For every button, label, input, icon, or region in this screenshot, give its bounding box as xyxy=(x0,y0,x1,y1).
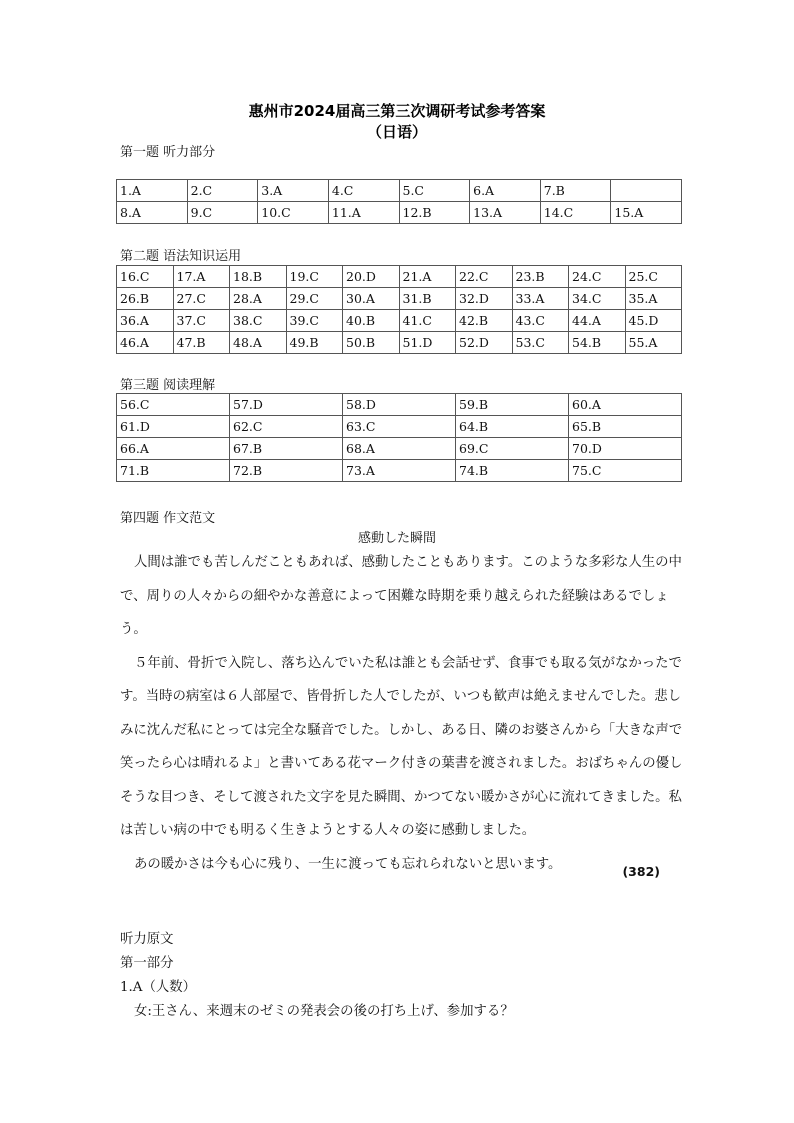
answer-cell: 23.B xyxy=(512,266,569,288)
answer-cell: 4.C xyxy=(328,180,399,202)
essay-paragraph: あの暖かさは今も心に残り、一生に渡っても忘れられないと思います。 xyxy=(134,856,562,872)
answer-cell: 45.D xyxy=(625,310,682,332)
answer-cell: 37.C xyxy=(173,310,230,332)
document-subtitle: （日语） xyxy=(366,123,427,141)
answer-cell: 15.A xyxy=(611,202,682,224)
section2-label: 第二题 语法知识运用 xyxy=(120,249,242,264)
answer-cell: 14.C xyxy=(540,202,611,224)
word-count: (382) xyxy=(622,864,660,879)
answer-cell: 39.C xyxy=(286,310,343,332)
answer-cell: 17.A xyxy=(173,266,230,288)
answer-cell: 33.A xyxy=(512,288,569,310)
answer-cell: 62.C xyxy=(230,416,343,438)
answer-cell: 9.C xyxy=(187,202,258,224)
table-row xyxy=(117,332,682,354)
table-row xyxy=(117,416,682,438)
answer-cell: 41.C xyxy=(399,310,456,332)
section1-answer-table xyxy=(116,179,682,224)
answer-cell: 44.A xyxy=(569,310,626,332)
dialogue-line: 女:王さん、来週末のゼミの発表会の後の打ち上げ、参加する？ xyxy=(134,1004,514,1019)
essay-title: 感動した瞬間 xyxy=(357,531,436,546)
answer-cell: 28.A xyxy=(230,288,287,310)
answer-cell: 27.C xyxy=(173,288,230,310)
answer-cell: 43.C xyxy=(512,310,569,332)
answer-cell: 12.B xyxy=(399,202,470,224)
table-row xyxy=(117,394,682,416)
essay-paragraph: ５年前、骨折で入院し、落ち込んでいた私は誰とも会話せず、食事でも取る気がなかったです。当時の病室は６人部屋で、皆骨折した人でしたが、いつも歓声は絶えませんでした。悲しみに沈んだ私にとっては完全な騒音でした。しかし、ある日、隣のお婆さんから「大きな声で笑ったら心は晴れるよ」と書いてある花マーク付きの葉書を渡されました。おばちゃんの優しそうな目つき、そして渡された文字を見た瞬間、かつてない暖かさが心に流れてきました。私は苦しい病の中でも明るく生きようとする人々の姿に感動しました。 xyxy=(120,655,683,838)
table-row xyxy=(117,310,682,332)
answer-cell: 54.B xyxy=(569,332,626,354)
answer-cell: 55.A xyxy=(625,332,682,354)
table-row xyxy=(117,202,682,224)
answer-cell: 25.C xyxy=(625,266,682,288)
section3-label: 第三题 阅读理解 xyxy=(120,378,216,393)
section4-label: 第四题 作文范文 xyxy=(120,511,216,526)
answer-cell: 70.D xyxy=(569,438,682,460)
answer-cell: 50.B xyxy=(343,332,400,354)
answer-cell: 19.C xyxy=(286,266,343,288)
answer-cell: 52.D xyxy=(456,332,513,354)
listening-heading: 听力原文 xyxy=(120,932,174,947)
section2-answer-table xyxy=(116,265,682,354)
answer-cell: 73.A xyxy=(343,460,456,482)
table-row xyxy=(117,288,682,310)
answer-cell: 31.B xyxy=(399,288,456,310)
answer-cell: 75.C xyxy=(569,460,682,482)
answer-cell: 22.C xyxy=(456,266,513,288)
answer-cell: 58.D xyxy=(343,394,456,416)
answer-cell: 10.C xyxy=(258,202,329,224)
answer-cell: 48.A xyxy=(230,332,287,354)
answer-cell: 29.C xyxy=(286,288,343,310)
answer-cell: 21.A xyxy=(399,266,456,288)
answer-cell: 68.A xyxy=(343,438,456,460)
answer-cell: 57.D xyxy=(230,394,343,416)
answer-cell: 2.C xyxy=(187,180,258,202)
answer-cell: 42.B xyxy=(456,310,513,332)
answer-cell: 63.C xyxy=(343,416,456,438)
answer-cell: 72.B xyxy=(230,460,343,482)
answer-cell: 18.B xyxy=(230,266,287,288)
answer-cell: 6.A xyxy=(470,180,541,202)
answer-cell: 66.A xyxy=(117,438,230,460)
answer-cell: 67.B xyxy=(230,438,343,460)
answer-cell: 49.B xyxy=(286,332,343,354)
answer-cell: 8.A xyxy=(117,202,188,224)
answer-cell: 64.B xyxy=(456,416,569,438)
answer-cell: 47.B xyxy=(173,332,230,354)
table-row xyxy=(117,438,682,460)
listening-part-label: 第一部分 xyxy=(120,956,174,971)
answer-cell: 40.B xyxy=(343,310,400,332)
answer-cell: 46.A xyxy=(117,332,174,354)
answer-cell xyxy=(611,180,682,202)
table-row xyxy=(117,180,682,202)
answer-cell: 38.C xyxy=(230,310,287,332)
essay-body xyxy=(120,546,688,881)
answer-cell: 20.D xyxy=(343,266,400,288)
answer-cell: 36.A xyxy=(117,310,174,332)
answer-cell: 61.D xyxy=(117,416,230,438)
answer-cell: 16.C xyxy=(117,266,174,288)
answer-cell: 65.B xyxy=(569,416,682,438)
document-title: 惠州市2024届高三第三次调研考试参考答案 xyxy=(248,102,546,120)
answer-cell: 71.B xyxy=(117,460,230,482)
answer-cell: 3.A xyxy=(258,180,329,202)
answer-cell: 56.C xyxy=(117,394,230,416)
question-label: 1.A（人数） xyxy=(120,980,197,995)
answer-cell: 53.C xyxy=(512,332,569,354)
essay-paragraph: 人間は誰でも苦しんだこともあれば、感動したこともあります。このような多彩な人生の中で、周りの人々からの細やかな善意によって困難な時期を乗り越えられた経験はあるでしょう。 xyxy=(120,555,682,637)
answer-cell: 35.A xyxy=(625,288,682,310)
answer-cell: 74.B xyxy=(456,460,569,482)
answer-cell: 69.C xyxy=(456,438,569,460)
table-row xyxy=(117,266,682,288)
section1-label: 第一题 听力部分 xyxy=(120,145,216,160)
answer-cell: 11.A xyxy=(328,202,399,224)
answer-cell: 26.B xyxy=(117,288,174,310)
answer-cell: 1.A xyxy=(117,180,188,202)
answer-cell: 24.C xyxy=(569,266,626,288)
answer-cell: 60.A xyxy=(569,394,682,416)
answer-cell: 7.B xyxy=(540,180,611,202)
answer-cell: 5.C xyxy=(399,180,470,202)
answer-cell: 59.B xyxy=(456,394,569,416)
section3-answer-table xyxy=(116,393,682,482)
table-row xyxy=(117,460,682,482)
answer-cell: 51.D xyxy=(399,332,456,354)
answer-cell: 34.C xyxy=(569,288,626,310)
answer-cell: 13.A xyxy=(470,202,541,224)
answer-cell: 32.D xyxy=(456,288,513,310)
answer-cell: 30.A xyxy=(343,288,400,310)
